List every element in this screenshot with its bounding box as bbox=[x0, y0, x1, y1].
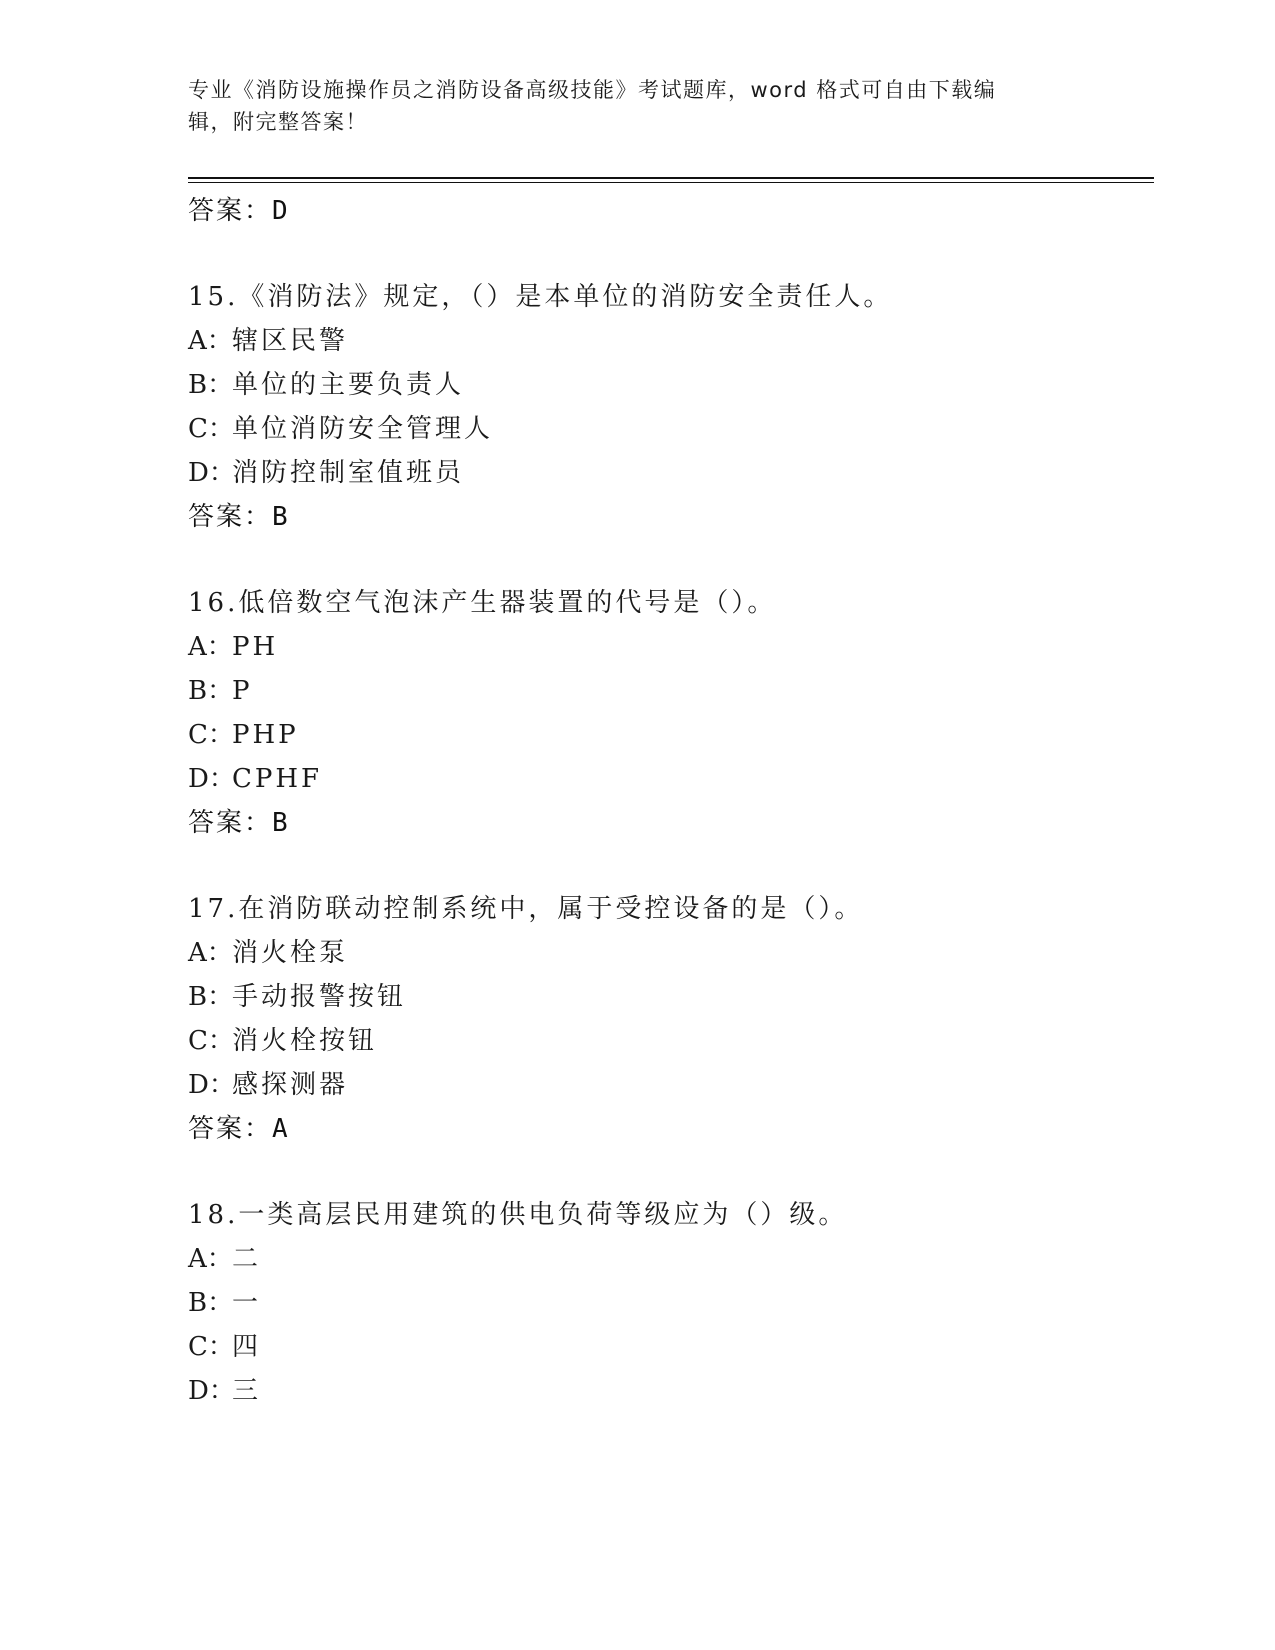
option-a bbox=[188, 626, 278, 663]
option-label: A： bbox=[188, 632, 233, 662]
option-label: D： bbox=[188, 1070, 235, 1100]
option-label: C： bbox=[188, 720, 234, 750]
answer-value: B bbox=[272, 808, 290, 838]
option-text: 单位的主要负责人 bbox=[232, 370, 465, 400]
option-b bbox=[188, 1282, 261, 1319]
option-label: B： bbox=[188, 370, 234, 400]
answer-value: B bbox=[272, 502, 290, 532]
option-c bbox=[188, 408, 493, 445]
option-text: 消火栓按钮 bbox=[232, 1026, 378, 1056]
answer-line bbox=[188, 496, 290, 533]
option-label: A： bbox=[188, 326, 233, 356]
option-label: D： bbox=[188, 1376, 235, 1406]
answer-label: 答案： bbox=[188, 196, 273, 226]
option-text: 消火栓泵 bbox=[232, 938, 349, 968]
option-label: C： bbox=[188, 1026, 234, 1056]
option-text: 四 bbox=[232, 1332, 262, 1362]
answer-value: D bbox=[272, 196, 290, 226]
header-line-1: 专业《消防设施操作员之消防设备高级技能》考试题库，word 格式可自由下载编 bbox=[188, 78, 997, 102]
question-stem: 16.低倍数空气泡沫产生器装置的代号是（）。 bbox=[188, 588, 777, 618]
answer-value: A bbox=[272, 1114, 290, 1144]
option-label: A： bbox=[188, 1244, 233, 1274]
option-text: 单位消防安全管理人 bbox=[232, 414, 494, 444]
option-a bbox=[188, 320, 348, 357]
answer-line bbox=[188, 1108, 290, 1145]
option-c bbox=[188, 1326, 261, 1363]
option-text: 消防控制室值班员 bbox=[232, 458, 465, 488]
option-text: 三 bbox=[232, 1376, 262, 1406]
header-line-2: 辑，附完整答案！ bbox=[188, 110, 368, 134]
option-text: PHP bbox=[232, 720, 299, 750]
option-label: B： bbox=[188, 676, 234, 706]
option-b bbox=[188, 976, 406, 1013]
question-stem: 15.《消防法》规定，（）是本单位的消防安全责任人。 bbox=[188, 282, 893, 312]
question-stem: 17.在消防联动控制系统中，属于受控设备的是（）。 bbox=[188, 894, 864, 924]
option-text: 感探测器 bbox=[232, 1070, 349, 1100]
option-label: A： bbox=[188, 938, 233, 968]
answer-label: 答案： bbox=[188, 808, 273, 838]
option-a bbox=[188, 1238, 261, 1275]
document-header bbox=[188, 74, 1088, 138]
header-rule bbox=[188, 177, 1154, 179]
option-label: B： bbox=[188, 982, 234, 1012]
option-label: D： bbox=[188, 764, 235, 794]
option-c bbox=[188, 1020, 377, 1057]
option-d bbox=[188, 1370, 261, 1407]
option-text: 手动报警按钮 bbox=[232, 982, 407, 1012]
option-c bbox=[188, 714, 299, 751]
option-text: 一 bbox=[232, 1288, 262, 1318]
option-text: 辖区民警 bbox=[232, 326, 349, 356]
option-text: CPHF bbox=[232, 764, 323, 794]
option-label: C： bbox=[188, 414, 234, 444]
option-a bbox=[188, 932, 348, 969]
option-label: B： bbox=[188, 1288, 234, 1318]
option-text: PH bbox=[232, 632, 279, 662]
option-b bbox=[188, 364, 464, 401]
option-b bbox=[188, 670, 253, 707]
option-label: C： bbox=[188, 1332, 234, 1362]
option-d bbox=[188, 758, 322, 795]
answer-line bbox=[188, 190, 290, 227]
answer-label: 答案： bbox=[188, 502, 273, 532]
answer-line bbox=[188, 802, 290, 839]
option-text: 二 bbox=[232, 1244, 262, 1274]
option-label: D： bbox=[188, 458, 235, 488]
header-rule-thin bbox=[188, 182, 1154, 183]
option-text: P bbox=[232, 676, 253, 706]
option-d bbox=[188, 452, 464, 489]
option-d bbox=[188, 1064, 348, 1101]
question-stem: 18.一类高层民用建筑的供电负荷等级应为（）级。 bbox=[188, 1200, 848, 1230]
answer-label: 答案： bbox=[188, 1114, 273, 1144]
